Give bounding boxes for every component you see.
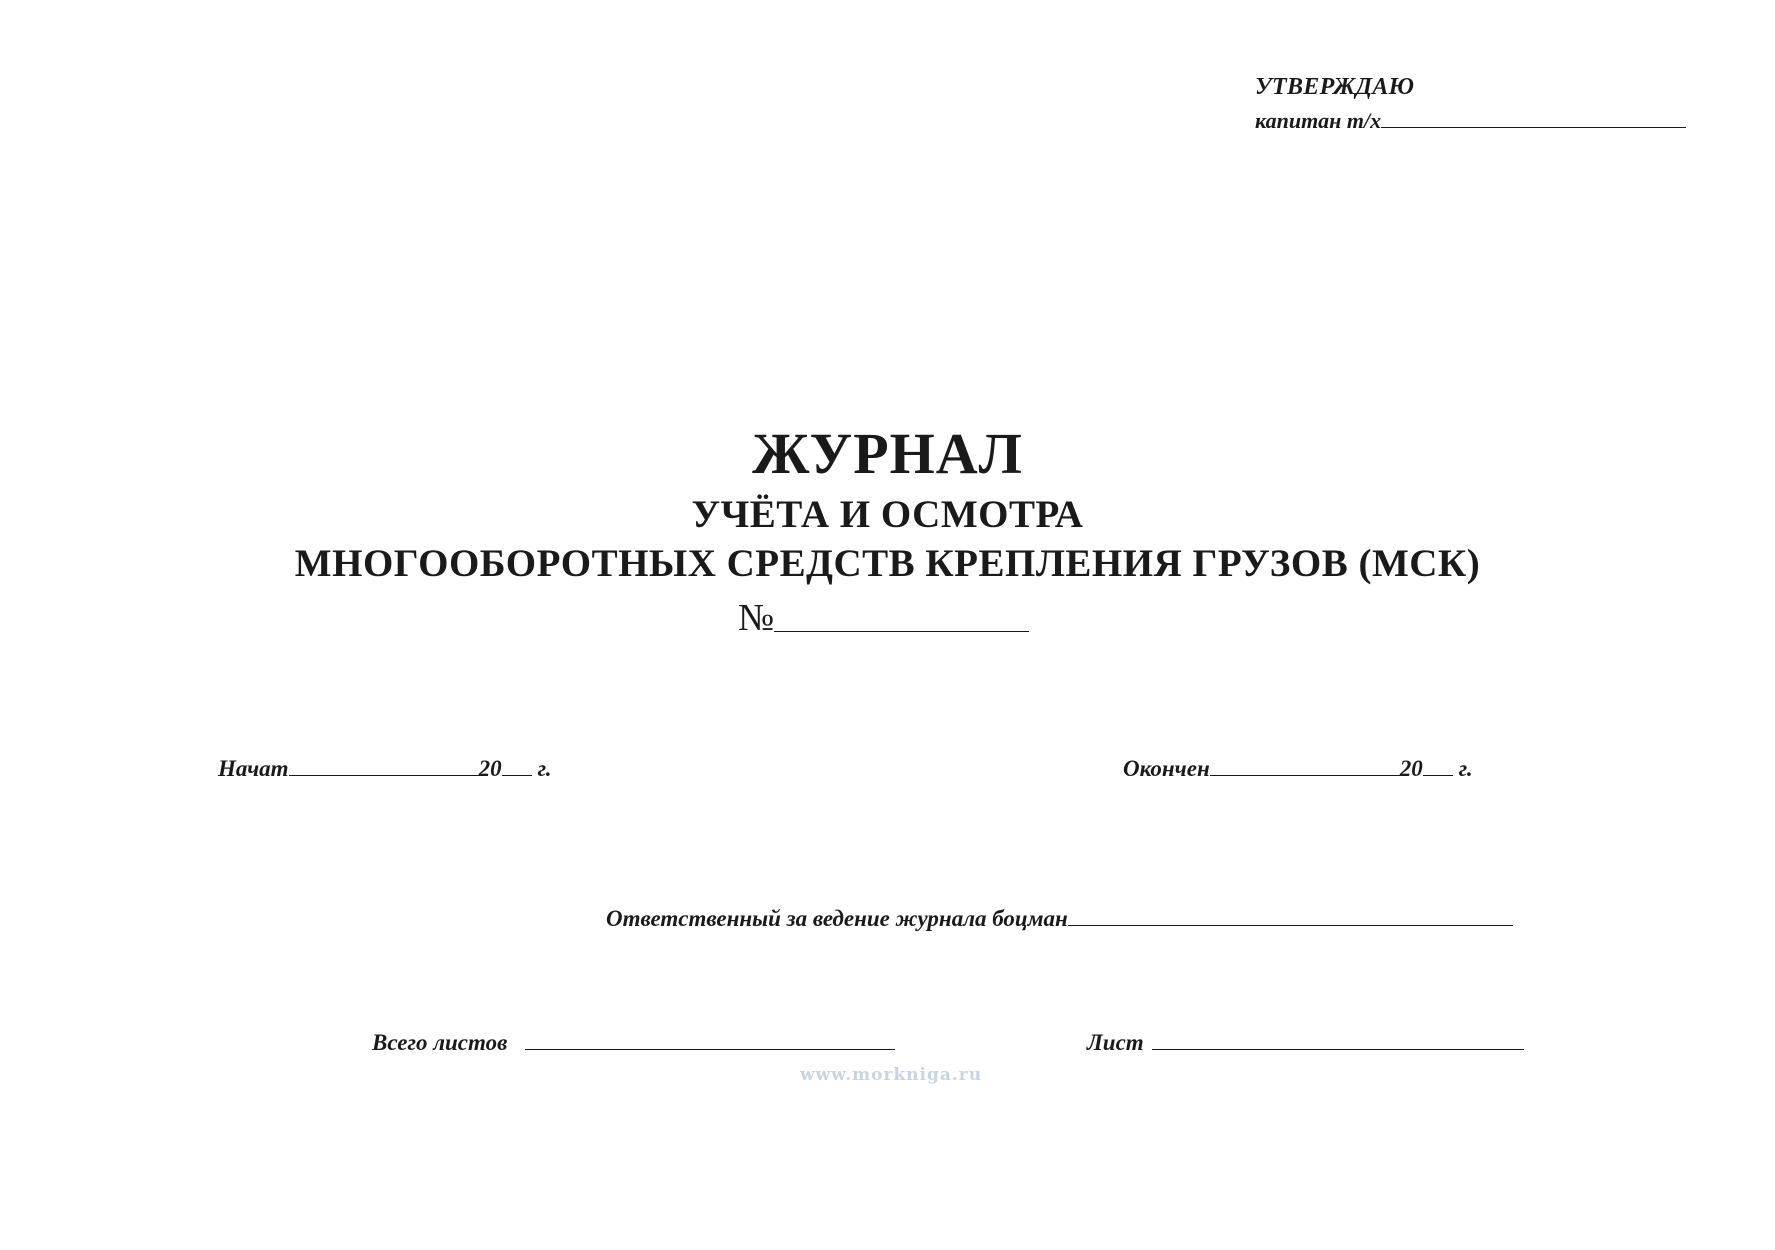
started-date-field[interactable] — [289, 774, 479, 776]
started-label: Начат — [218, 756, 289, 781]
approval-heading: УТВЕРЖДАЮ — [1255, 74, 1415, 100]
document-title: ЖУРНАЛ — [752, 421, 1023, 486]
total-sheets-row — [372, 1030, 895, 1056]
captain-label: капитан т/х — [1255, 108, 1382, 133]
ended-year-suffix: г. — [1458, 756, 1473, 781]
journal-number-field[interactable] — [774, 630, 1029, 632]
ended-year-prefix: 20 — [1399, 756, 1423, 781]
total-sheets-field[interactable] — [525, 1048, 895, 1050]
sheet-row — [1087, 1030, 1524, 1056]
journal-number-row — [738, 596, 1029, 640]
watermark: www.morkniga.ru — [800, 1065, 983, 1085]
responsible-field[interactable] — [1068, 924, 1513, 926]
sheet-label: Лист — [1087, 1030, 1144, 1055]
responsible-label: Ответственный за ведение журнала боцман — [606, 906, 1068, 931]
started-year-field[interactable] — [502, 774, 532, 776]
ended-year-field[interactable] — [1423, 774, 1453, 776]
number-sign: № — [738, 597, 775, 639]
document-subtitle-line1: УЧЁТА И ОСМОТРА — [691, 493, 1084, 536]
ended-date-field[interactable] — [1210, 774, 1400, 776]
started-year-suffix: г. — [537, 756, 552, 781]
captain-signature-line — [1255, 108, 1686, 134]
document-subtitle-line2: МНОГООБОРОТНЫХ СРЕДСТВ КРЕПЛЕНИЯ ГРУЗОВ (МСК) — [294, 542, 1481, 585]
ended-label: Окончен — [1123, 756, 1210, 781]
started-date-row — [218, 756, 552, 782]
responsible-row — [606, 906, 1513, 932]
sheet-field[interactable] — [1152, 1048, 1524, 1050]
started-year-prefix: 20 — [478, 756, 502, 781]
total-sheets-label: Всего листов — [372, 1030, 508, 1055]
captain-signature-field[interactable] — [1381, 126, 1686, 128]
ended-date-row — [1123, 756, 1473, 782]
